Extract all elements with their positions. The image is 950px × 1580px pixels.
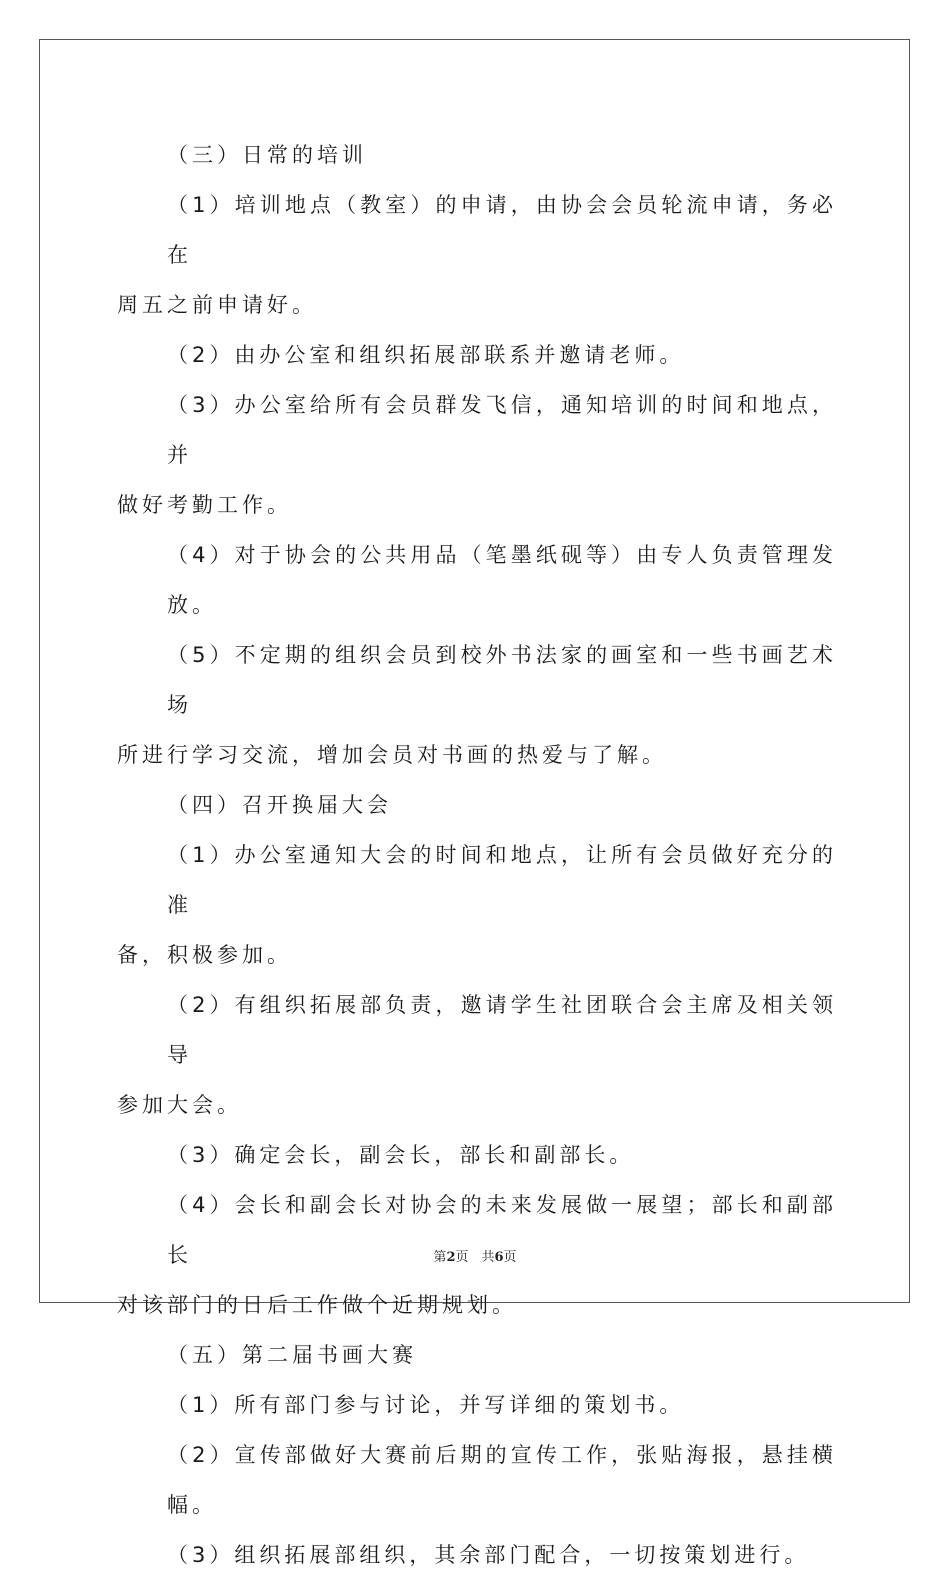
paragraph-5-2 bbox=[117, 1430, 837, 1530]
line: 对该部门的日后工作做个近期规划。 bbox=[117, 1293, 517, 1317]
line: （5）不定期的组织会员到校外书法家的画室和一些书画艺术场 bbox=[167, 643, 837, 717]
footer-prefix: 第 bbox=[433, 1250, 447, 1265]
paragraph-section-4-heading bbox=[117, 780, 837, 830]
paragraph-3-3 bbox=[117, 380, 837, 530]
line: （五）第二届书画大赛 bbox=[167, 1343, 417, 1367]
paragraph-5-3 bbox=[117, 1530, 837, 1580]
paragraph-4-1 bbox=[117, 830, 837, 980]
line: （1）所有部门参与讨论，并写详细的策划书。 bbox=[167, 1393, 685, 1417]
line: 备，积极参加。 bbox=[117, 943, 292, 967]
line: 所进行学习交流，增加会员对书画的热爱与了解。 bbox=[117, 743, 667, 767]
paragraph-4-2 bbox=[117, 980, 837, 1130]
paragraph-3-4 bbox=[117, 530, 837, 630]
paragraph-3-2 bbox=[117, 330, 837, 380]
paragraph-section-3-heading bbox=[117, 130, 837, 180]
footer-middle: 页 共 bbox=[455, 1250, 495, 1265]
paragraph-3-5 bbox=[117, 630, 837, 780]
line: （2）由办公室和组织拓展部联系并邀请老师。 bbox=[167, 343, 685, 367]
line: 参加大会。 bbox=[117, 1093, 242, 1117]
total-page-number: 6 bbox=[494, 1250, 504, 1265]
paragraph-section-5-heading bbox=[117, 1330, 837, 1380]
line: （4）对于协会的公共用品（笔墨纸砚等）由专人负责管理发放。 bbox=[167, 543, 837, 617]
paragraph-3-1 bbox=[117, 180, 837, 330]
line: （4）会长和副会长对协会的未来发展做一展望；部长和副部长 bbox=[167, 1193, 837, 1267]
document-body bbox=[117, 130, 837, 1580]
line: （1）培训地点（教室）的申请，由协会会员轮流申请，务必在 bbox=[167, 193, 837, 267]
paragraph-5-1 bbox=[117, 1380, 837, 1430]
line: （3）办公室给所有会员群发飞信，通知培训的时间和地点，并 bbox=[167, 393, 837, 467]
page-footer bbox=[0, 1246, 950, 1265]
line: 周五之前申请好。 bbox=[117, 293, 317, 317]
line: （2）有组织拓展部负责，邀请学生社团联合会主席及相关领导 bbox=[167, 993, 837, 1067]
line: 做好考勤工作。 bbox=[117, 493, 292, 517]
line: （1）办公室通知大会的时间和地点，让所有会员做好充分的准 bbox=[167, 843, 837, 917]
line: （三）日常的培训 bbox=[167, 143, 367, 167]
line: （四）召开换届大会 bbox=[167, 793, 392, 817]
current-page-number: 2 bbox=[446, 1250, 456, 1265]
line: （3）确定会长，副会长，部长和副部长。 bbox=[167, 1143, 635, 1167]
footer-suffix: 页 bbox=[503, 1250, 517, 1265]
paragraph-4-3 bbox=[117, 1130, 837, 1180]
line: （2）宣传部做好大赛前后期的宣传工作，张贴海报，悬挂横幅。 bbox=[167, 1443, 837, 1517]
line: （3）组织拓展部组织，其余部门配合，一切按策划进行。 bbox=[167, 1543, 810, 1567]
